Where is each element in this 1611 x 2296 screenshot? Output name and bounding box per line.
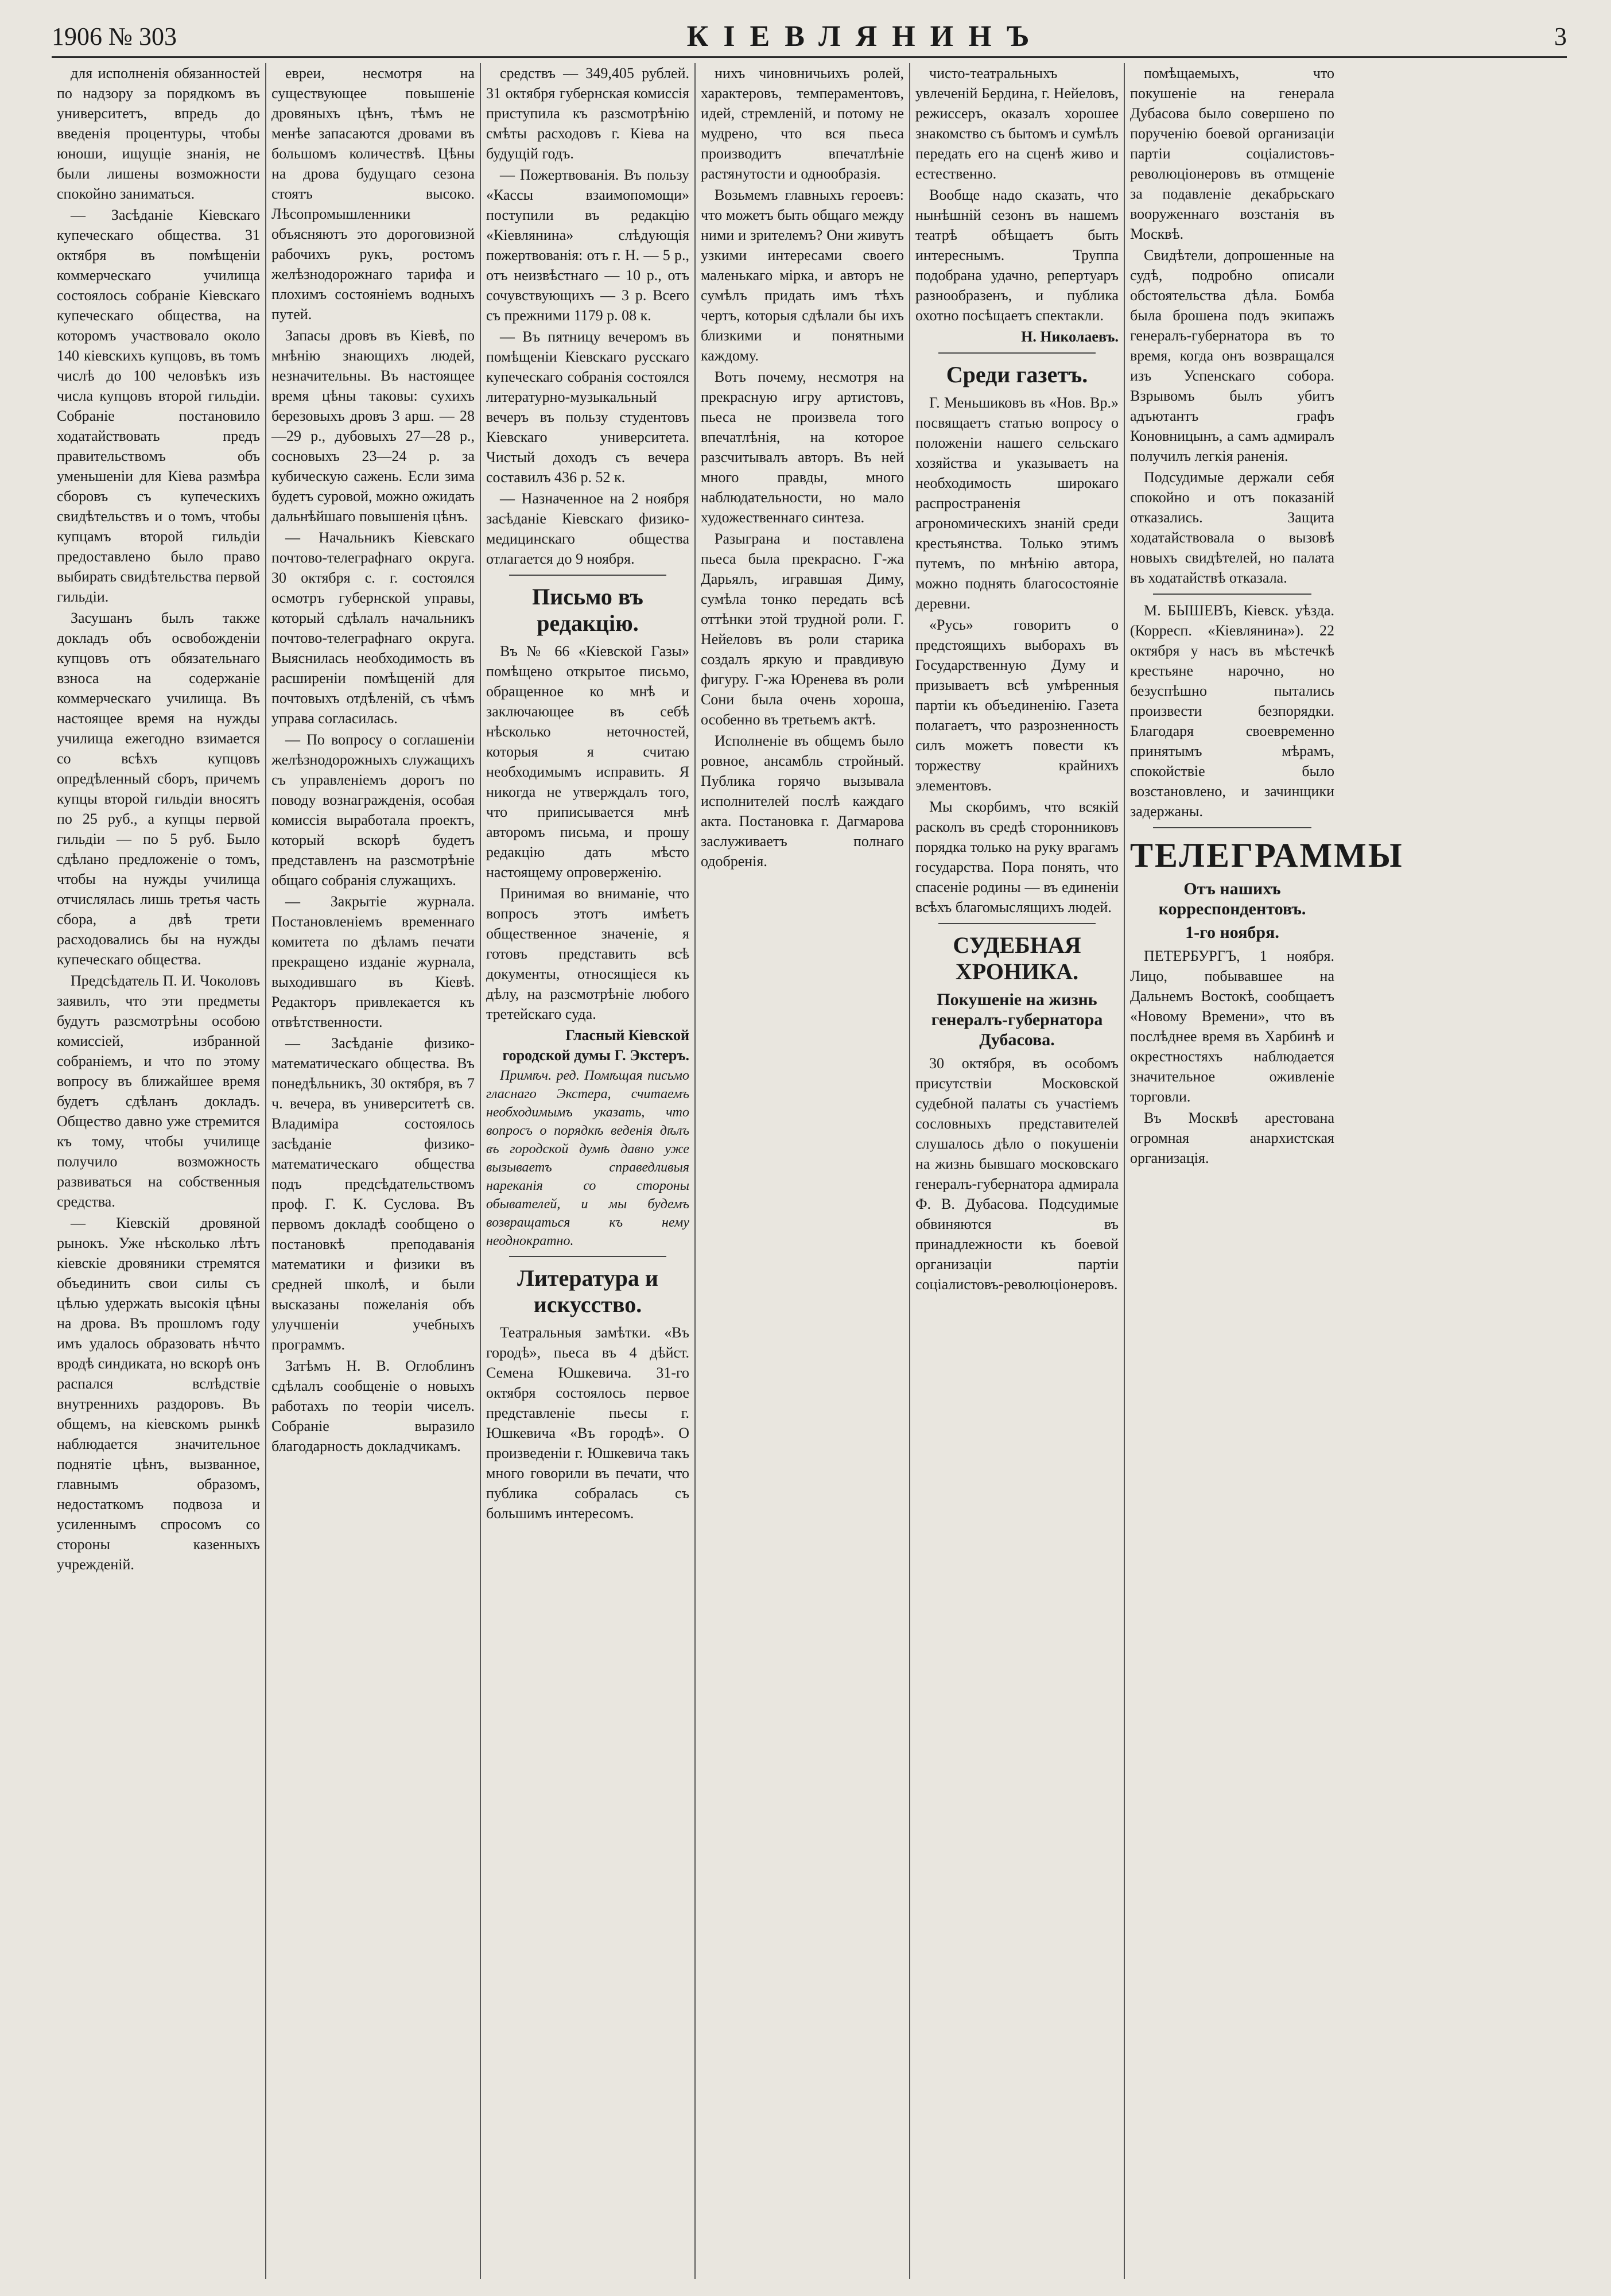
column-3 (481, 63, 696, 2279)
divider (509, 1256, 666, 1257)
paragraph: Вообще надо сказать, что нынѣшній сезонъ въ нашемъ театрѣ обѣщаетъ быть интереснымъ. Труппа подобрана удачно, репертуаръ разнообразенъ, и публика охотно посѣщаетъ спектакли. (915, 187, 1119, 324)
masthead (52, 16, 1567, 58)
paragraph: Разыграна и поставлена пьеса была прекрасно. Г-жа Дарьялъ, игравшая Диму, сумѣла тонко передать всѣ оттѣнки этой трудной роли. Г. Нейеловъ въ роли старика создалъ яркую и правдивую фигуру. Г-жа Юренева въ роли Сони была очень хороша, особенно въ третьемъ актѣ. (701, 530, 904, 728)
paragraph: — Засѣданіе Кіевскаго купеческаго общества. 31 октября въ помѣщеніи коммерческаго училища состоялось собраніе Кіевскаго купеческаго общества, на которомъ участвовало около 140 кіевскихъ купцовъ, въ томъ числѣ до 100 человѣкъ изъ числа купцовъ второй гильдіи. Собраніе постановило ходатайствовать предъ правительствомъ объ уменьшеніи для Кіева размѣра сборовъ съ купеческихъ свидѣтельствъ и о томъ, чтобы купцамъ второй гильдіи предоставлено было право выбирать свидѣтельства первой гильдіи. (57, 207, 260, 605)
paragraph: Предсѣдатель П. И. Чоколовъ заявилъ, что эти предметы будутъ разсмотрѣны особою комиссіей, избранной собраніемъ, и что по этому вопросу въ ближайшее время будетъ сдѣланъ докладъ. Общество давно уже стремится къ тому, чтобы училище получило возможность развиваться на собственныя средства. (57, 972, 260, 1210)
columns (52, 63, 1567, 2279)
column-4 (696, 63, 910, 2279)
telegrams-subheading: Отъ нашихъ корреспондентовъ. (1158, 879, 1306, 918)
paragraph: 30 октября, въ особомъ присутствіи Московской судебной палаты съ участіемъ сословныхъ представителей слушалось дѣло о покушеніи на жизнь бывшаго московскаго генералъ-губернатора адмирала Ф. В. Дубасова. Подсудимые обвиняются въ принадлежности къ боевой организаціи партіи соціалистовъ-революціонеровъ. (915, 1055, 1119, 1293)
issue-number: 1906 № 303 (52, 22, 177, 51)
section-heading-telegrams: ТЕЛЕГРАММЫ (1130, 836, 1404, 874)
paragraph: Мы скорбимъ, что всякій расколъ въ средѣ сторонниковъ порядка только на руку врагамъ государства. Пора понять, что спасеніе родины — въ единеніи всѣхъ благомыслящихъ людей. (915, 798, 1119, 916)
paragraph: — По вопросу о соглашеніи желѣзнодорожныхъ служащихъ съ управленіемъ дорогъ по поводу вознагражденія, особая комиссія выработала проектъ, который вскорѣ будетъ представленъ на разсмотрѣніе общаго собранія служащихъ. (271, 731, 475, 889)
paragraph: средствъ — 349,405 рублей. 31 октября губернская комиссія приступила къ разсмотрѣнію смѣты расходовъ г. Кіева на будущій годъ. (486, 65, 689, 162)
divider (938, 923, 1096, 924)
section-heading-court: СУДЕБНАЯ ХРОНИКА. (953, 932, 1081, 984)
paragraph: Вотъ почему, несмотря на прекрасную игру артистовъ, пьеса не произвела того впечатлѣнія, на которое разсчитывалъ авторъ. Въ ней много правды, много наблюдательности, но мало художественнаго синтеза. (701, 369, 904, 526)
divider (1153, 827, 1311, 828)
paragraph: для исполненія обязанностей по надзору за порядкомъ въ университетъ, впредь до введенія процентуры, чтобы юноши, ищущіе знанія, не были лишены возможности спокойно заниматься. (57, 65, 260, 202)
section-heading-letter: Письмо въ редакцію. (532, 584, 643, 636)
column-1 (52, 63, 266, 2279)
paragraph: Засушанъ былъ также докладъ объ освобожденіи купцовъ отъ обязательнаго взноса на содержаніе коммерческаго училища. Въ настоящее время на нужды училища ежегодно взимается со всѣхъ купцовъ опредѣленный сборъ, причемъ купцы второй гильдіи вносятъ по 25 руб., а купцы первой гильдіи — по 5 руб. Было сдѣлано предложеніе о томъ, чтобы на нужды училища отчислялась лишь третья часть сбора, а двѣ трети расходовались бы на нужды купеческаго общества. (57, 610, 260, 968)
paragraph: Въ Москвѣ арестована огромная анархистская организація. (1130, 1110, 1334, 1166)
paragraph: Возьмемъ главныхъ героевъ: что можетъ быть общаго между ними и зрителемъ? Они живутъ узкими интересами своего маленькаго мірка, и авторъ не сумѣлъ придать имъ тѣхъ чертъ, которыя сдѣлали бы ихъ близкими и понятными каждому. (701, 187, 904, 364)
paragraph: евреи, несмотря на существующее повышеніе дровяныхъ цѣнъ, тѣмъ не менѣе запасаются дровами въ большомъ количествѣ. Цѣны на дрова будущаго сезона стоятъ высоко. Лѣсопромышленники объясняютъ это дороговизной рабочихъ рукъ, ростомъ желѣзнодорожнаго тарифа и плохимъ состояніемъ водныхъ путей. (271, 65, 475, 323)
divider (1153, 594, 1311, 595)
divider (509, 575, 666, 576)
section-heading-literature: Литература и искусство. (517, 1265, 658, 1317)
paragraph: Свидѣтели, допрошенные на судѣ, подробно описали обстоятельства дѣла. Бомба была брошена подъ экипажъ генералъ-губернатора въ то время, когда онъ возвращался изъ Успенскаго собора. Взрывомъ былъ убитъ адъютантъ графъ Коновницынъ, а самъ адмиралъ получилъ легкія раненія. (1130, 247, 1334, 464)
newspaper-title: КІЕВЛЯНИНЪ (686, 20, 1045, 53)
paragraph: — Начальникъ Кіевскаго почтово-телеграфнаго округа. 30 октября с. г. состоялся осмотръ губернской управы, который сдѣлалъ начальникъ почтово-телеграфнаго округа. Выяснилась необходимость въ расширеніи помѣщеній для почтовыхъ отдѣленій, съ чѣмъ управа согласилась. (271, 529, 475, 727)
divider (938, 352, 1096, 354)
paragraph: Въ № 66 «Кіевской Газы» помѣщено открытое письмо, обращенное ко мнѣ и заключающее въ себѣ нѣсколько неточностей, которыя я считаю необходимымъ исправить. Я никогда не утверждалъ того, что приписывается мнѣ авторомъ письма, и прошу редакцію дать мѣсто настоящему опроверженію. (486, 643, 689, 881)
review-signature: Н. Николаевъ. (1021, 328, 1119, 345)
paragraph: — Засѣданіе физико-математическаго общества. Въ понедѣльникъ, 30 октября, въ 7 ч. вечера, въ университетѣ св. Владиміра состоялось засѣданіе физико-математическаго общества подъ предсѣдательствомъ проф. Г. К. Суслова. Въ первомъ докладѣ сообщено о постановкѣ преподаванія математики и физики въ средней школѣ, и были высказаны пожеланія объ улучшеніи учебныхъ программъ. (271, 1035, 475, 1353)
telegrams-date: 1-го ноября. (1185, 923, 1279, 942)
paragraph: Исполненіе въ общемъ было ровное, ансамбль стройный. Публика горячо вызывала исполнителей послѣ каждаго акта. Постановка г. Дагмарова заслуживаетъ полнаго одобренія. (701, 732, 904, 870)
column-2 (266, 63, 481, 2279)
paragraph: Г. Меньшиковъ въ «Нов. Вр.» посвящаетъ статью вопросу о положеніи нашего сельскаго хозяйства и указываетъ на необходимость широкаго распространенія агрономическихъ знаній среди крестьянства. Только этимъ путемъ, по мнѣнію автора, можно поднять благосостояніе деревни. (915, 394, 1119, 612)
paragraph: Подсудимые держали себя спокойно и отъ показаній отказались. Защита ходатайствовала о вызовѣ новыхъ свидѣтелей, но палата въ ходатайствѣ отказала. (1130, 469, 1334, 586)
paragraph: Принимая во вниманіе, что вопросъ этотъ имѣетъ общественное значеніе, я готовъ представить всѣ документы, относящіеся къ дѣлу, на разсмотрѣніе любого третейскаго суда. (486, 885, 689, 1022)
page-number: 3 (1554, 22, 1567, 51)
paragraph: — Кіевскій дровяной рынокъ. Уже нѣсколько лѣтъ кіевскіе дровяники стремятся объединить свои силы съ цѣлью удержать высокія цѣны на дрова. Въ прошломъ году имъ удалось образовать нѣчто вродѣ синдиката, но вскорѣ онъ распался вслѣдствіе внутреннихъ раздоровъ. Въ общемъ, на кіевскомъ рынкѣ наблюдается значительное поднятіе цѣнъ, вызванное, главнымъ образомъ, недостаткомъ подвоза и усиленнымъ спросомъ со стороны казенныхъ учрежденій. (57, 1215, 260, 1573)
paragraph: — Назначенное на 2 ноября засѣданіе Кіевскаго физико-медицинскаго общества отлагается до 9 ноября. (486, 490, 689, 567)
court-subheading: Покушеніе на жизнь генералъ-губернатора Дубасова. (931, 990, 1103, 1049)
paragraph: Затѣмъ Н. В. Оглоблинъ сдѣлалъ сообщеніе о новыхъ работахъ по теоріи чиселъ. Собраніе выразило благодарность докладчикамъ. (271, 1358, 475, 1455)
section-heading-press: Среди газетъ. (946, 362, 1088, 387)
paragraph: М. БЫШЕВЪ, Кіевск. уѣзда. (Корресп. «Кіевлянина»). 22 октября у насъ въ мѣстечкѣ крестьяне нарочно, но безуспѣшно пытались произвести безпорядки. Благодаря своевременно принятымъ мѣрамъ, спокойствіе было возстановлено, и зачинщики задержаны. (1130, 602, 1334, 820)
editor-note: Примѣч. ред. Помѣщая письмо гласнаго Экстера, считаемъ необходимымъ указать, что вопросъ о порядкѣ веденія дѣлъ въ городской думѣ давно уже вызываетъ справедливыя нареканія со стороны обывателей, и мы будемъ возвращаться къ нему неоднократно. (486, 1068, 689, 1248)
paragraph: нихъ чиновничьихъ ролей, характеровъ, темпераментовъ, идей, стремленій, и потому не мудрено, что вся пьеса производитъ впечатлѣніе растянутости и однообразія. (701, 65, 904, 182)
column-6 (1125, 63, 1404, 2279)
paragraph: — Закрытіе журнала. Постановленіемъ временнаго комитета по дѣламъ печати прекращено изданіе журнала, выходившаго въ Кіевѣ. Редакторъ привлекается къ отвѣтственности. (271, 893, 475, 1030)
letter-signature: Гласный Кіевской городской думы Г. Экстеръ. (502, 1027, 689, 1064)
paragraph: Театральныя замѣтки. «Въ городѣ», пьеса въ 4 дѣйст. Семена Юшкевича. 31-го октября состоялось первое представленіе пьесы г. Юшкевича «Въ городѣ». О произведеніи г. Юшкевича такъ много говорили въ печати, что публика собралась съ большимъ интересомъ. (486, 1324, 689, 1522)
paragraph: — Въ пятницу вечеромъ въ помѣщеніи Кіевскаго русскаго купеческаго собранія состоялся литературно-музыкальный вечеръ въ пользу студентовъ Кіевскаго университета. Чистый доходъ съ вечера составилъ 436 р. 52 к. (486, 328, 689, 486)
paragraph: ПЕТЕРБУРГЪ, 1 ноября. Лицо, побывавшее на Дальнемъ Востокѣ, сообщаетъ «Новому Времени», что въ послѣднее время въ Харбинѣ и окрестностяхъ наблюдается значительное оживленіе торговли. (1130, 948, 1334, 1105)
paragraph: «Русь» говоритъ о предстоящихъ выборахъ въ Государственную Думу и призываетъ всѣ умѣренныя партіи къ объединенію. Газета полагаетъ, что разрозненность силъ можетъ повести къ торжеству крайнихъ элементовъ. (915, 616, 1119, 794)
paragraph: помѣщаемыхъ, что покушеніе на генерала Дубасова было совершено по порученію боевой организаціи партіи соціалистовъ-революціонеровъ въ отмщеніе за подавленіе декабрьскаго вооруженнаго возстанія въ Москвѣ. (1130, 65, 1334, 242)
paragraph: Запасы дровъ въ Кіевѣ, по мнѣнію знающихъ людей, незначительны. Въ настоящее время цѣны таковы: сухихъ березовыхъ дровъ 3 арш. — 28—29 р., дубовыхъ 27—28 р., сосновыхъ 23—24 р. за кубическую сажень. Если зима будетъ суровой, можно ожидать дальнѣйшаго повышенія цѣнъ. (271, 327, 475, 525)
paragraph: — Пожертвованія. Въ пользу «Кассы взаимопомощи» поступили въ редакцію «Кіевлянина» слѣдующія пожертвованія: отъ г. Н. — 5 р., отъ неизвѣстнаго — 10 р., отъ сочувствующихъ — 3 р. Всего съ прежними 1179 р. 08 к. (486, 166, 689, 324)
paragraph: чисто-театральныхъ увлеченій Бердина, г. Нейеловъ, режиссеръ, оказалъ хорошее знакомство съ бытомъ и сумѣлъ передать его на сценѣ живо и естественно. (915, 65, 1119, 182)
column-5 (910, 63, 1125, 2279)
